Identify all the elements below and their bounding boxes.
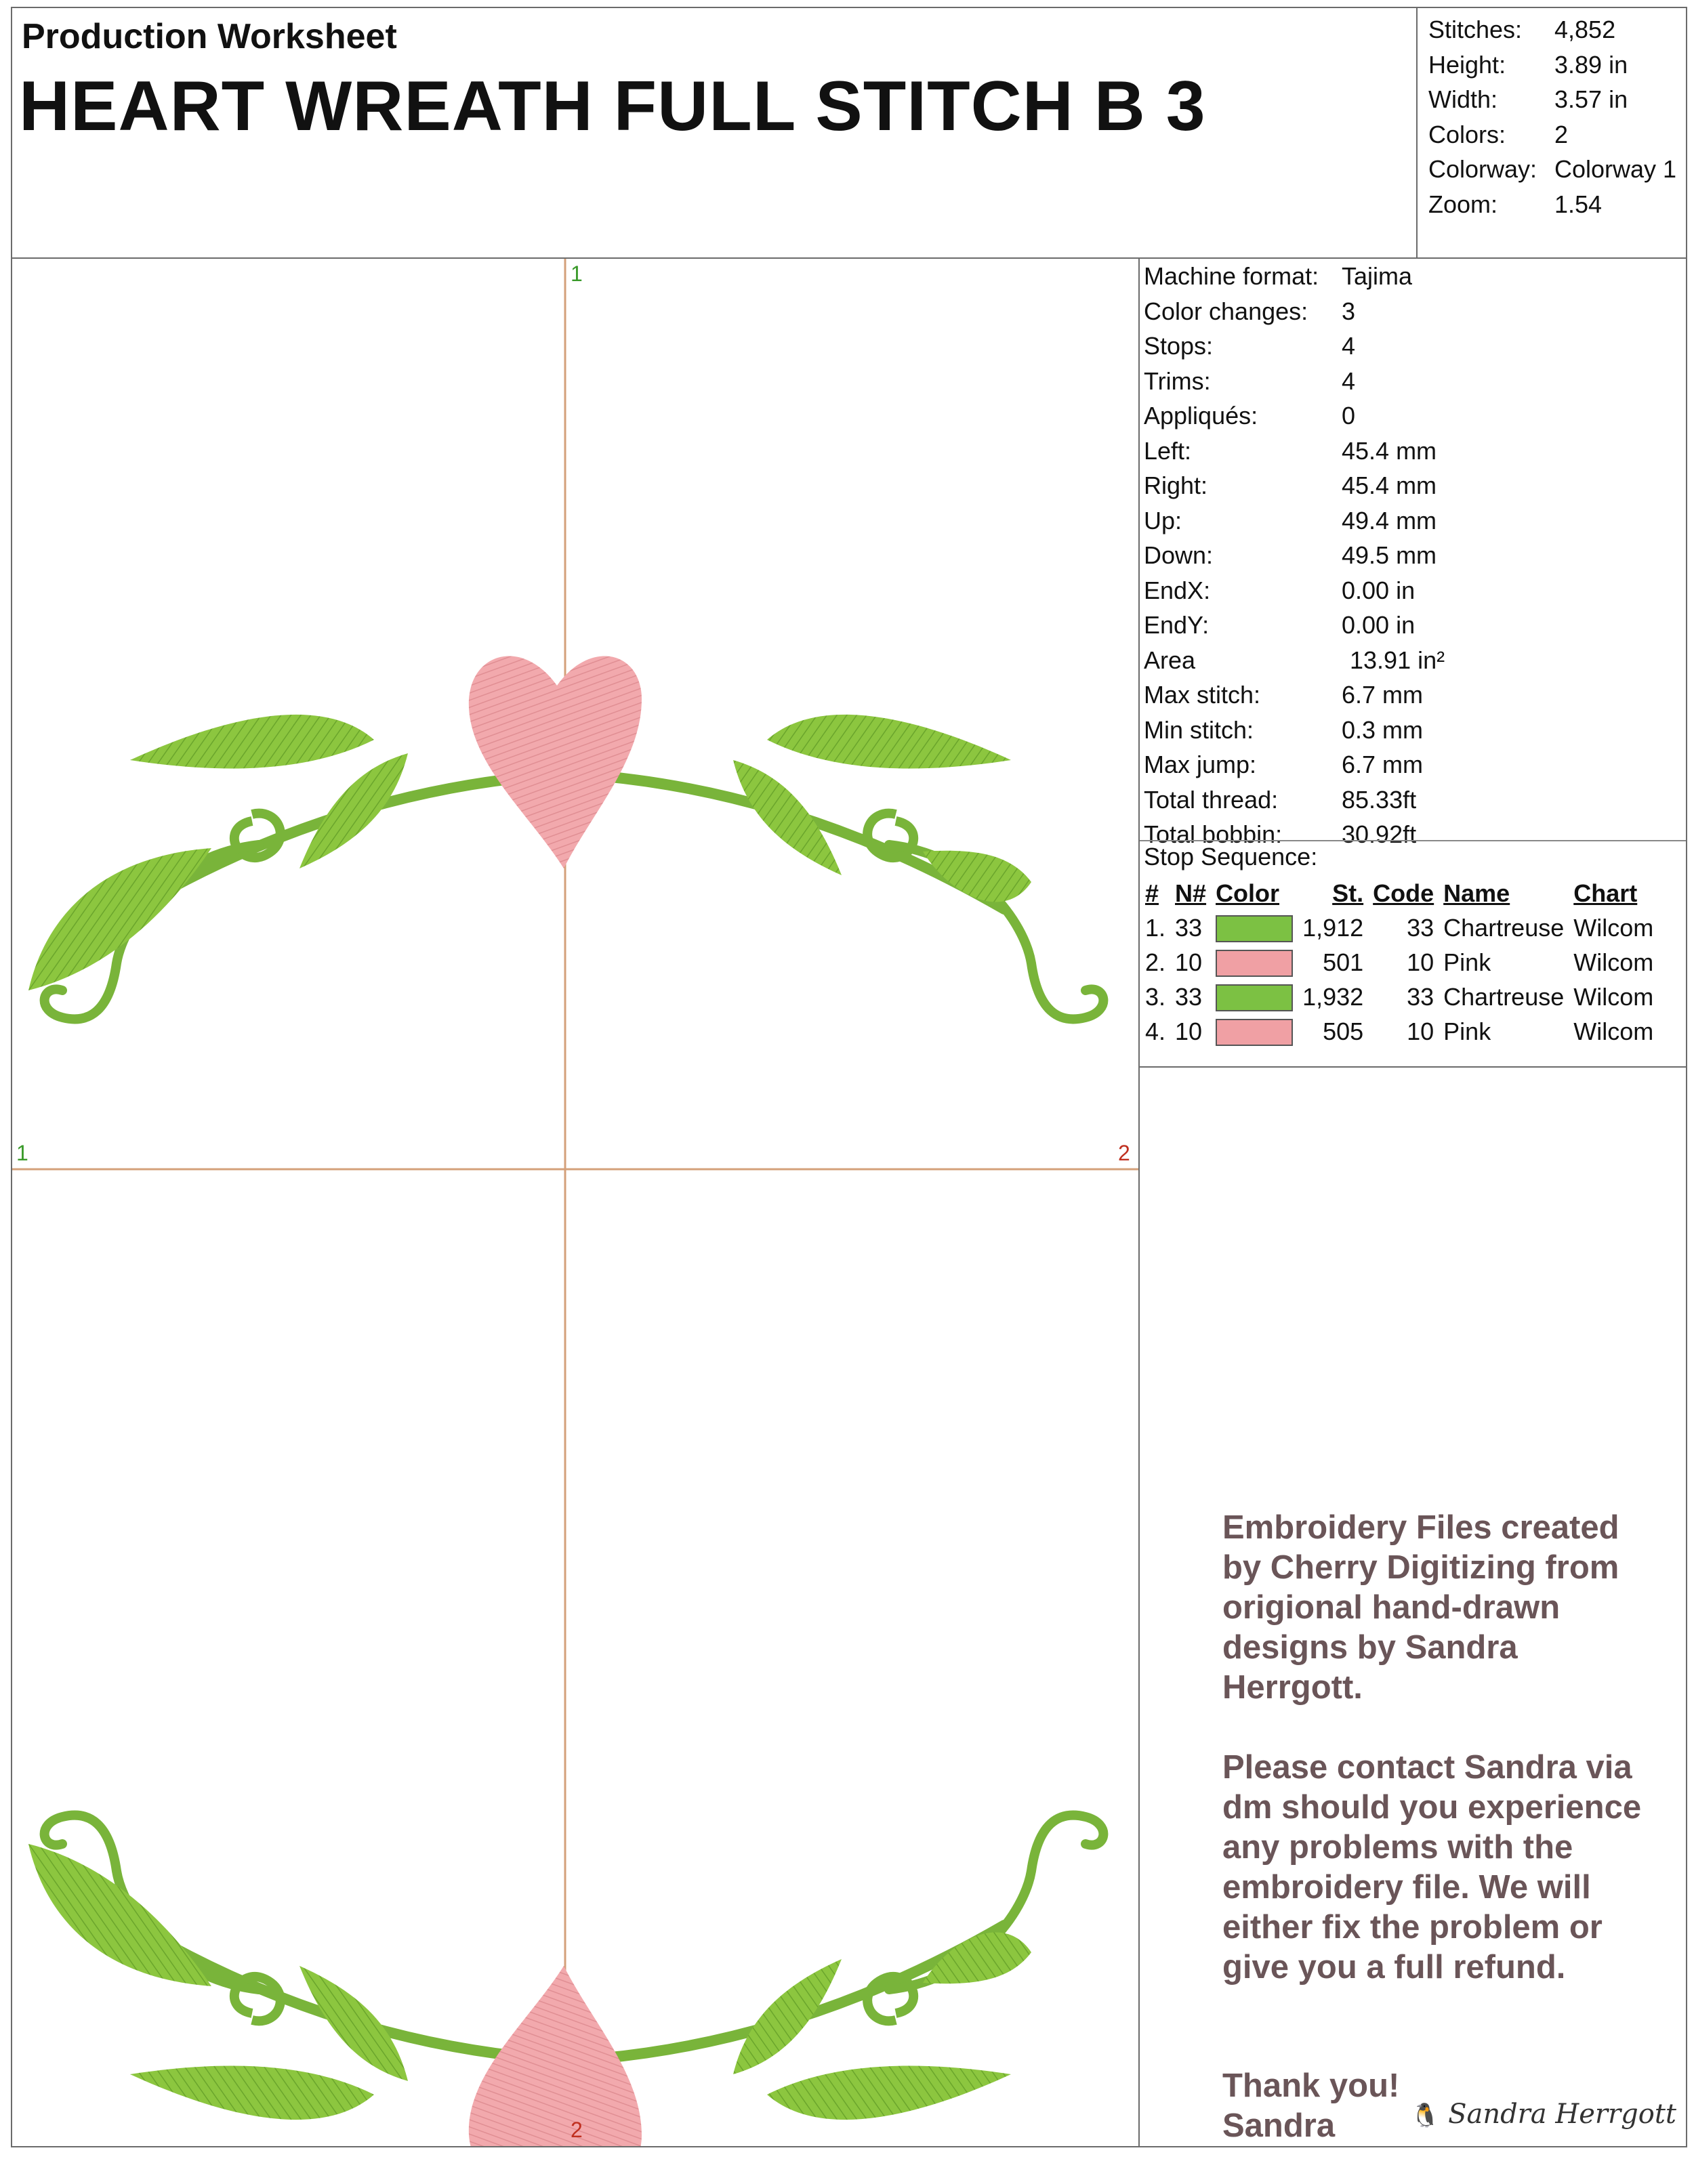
col-header-color: Color <box>1216 879 1280 907</box>
stop-sequence-table <box>1142 877 1660 1049</box>
detail-value: 13.91 in² <box>1350 646 1445 674</box>
color-swatch <box>1216 915 1293 942</box>
note-line: dm should you experience <box>1222 1789 1642 1826</box>
row-name: Chartreuse <box>1443 913 1565 942</box>
summary-value: 4,852 <box>1554 16 1616 43</box>
color-swatch <box>1216 1019 1293 1046</box>
detail-label: Max stitch: <box>1144 681 1261 709</box>
row-color <box>1213 1014 1300 1049</box>
table-header-row <box>1142 877 1660 910</box>
detail-value: 30.92ft <box>1342 820 1417 848</box>
summary-row <box>1428 47 1676 83</box>
detail-value: 0.00 in <box>1342 576 1416 604</box>
divider <box>1140 840 1686 841</box>
summary-value: Colorway 1 <box>1554 155 1677 183</box>
row-needle: 10 <box>1175 1017 1203 1045</box>
col-header-stitches: St. <box>1332 879 1364 907</box>
credits-paragraph <box>1222 1508 1670 1708</box>
summary-label: Colors: <box>1428 120 1506 148</box>
detail-value: 3 <box>1342 297 1356 325</box>
note-line: embroidery file. We will <box>1222 1869 1591 1906</box>
row-chart: Wilcom <box>1573 948 1654 976</box>
summary-label: Width: <box>1428 85 1498 113</box>
detail-value: 4 <box>1342 366 1356 395</box>
detail-label: Area <box>1144 646 1196 674</box>
row-chart: Wilcom <box>1573 982 1654 1011</box>
summary-row <box>1428 12 1676 47</box>
detail-label: Left: <box>1144 436 1192 465</box>
row-needle: 10 <box>1175 948 1203 976</box>
detail-value: 49.4 mm <box>1342 506 1437 534</box>
row-color <box>1213 980 1300 1014</box>
row-code: 33 <box>1407 982 1434 1011</box>
row-color <box>1213 945 1300 980</box>
note-line: Please contact Sandra via <box>1222 1749 1632 1786</box>
note-line: any problems with the <box>1222 1829 1573 1866</box>
detail-label: Max jump: <box>1144 751 1257 778</box>
row-number: 2. <box>1145 948 1166 976</box>
row-name: Chartreuse <box>1443 982 1565 1011</box>
detail-label: Total bobbin: <box>1144 820 1283 848</box>
row-code: 33 <box>1407 913 1434 942</box>
summary-label: Height: <box>1428 50 1506 79</box>
table-row <box>1142 1014 1660 1049</box>
summary-label: Zoom: <box>1428 190 1498 218</box>
summary-value: 2 <box>1554 120 1569 148</box>
details-list <box>1144 259 1445 852</box>
row-needle: 33 <box>1175 982 1203 1011</box>
detail-value: 45.4 mm <box>1342 436 1437 465</box>
summary-row <box>1428 152 1676 187</box>
summary-value: 3.57 in <box>1554 85 1628 113</box>
detail-row <box>1144 329 1445 364</box>
detail-row <box>1144 503 1445 539</box>
color-swatch <box>1216 984 1293 1011</box>
detail-row <box>1144 747 1445 782</box>
note-line: give you a full refund. <box>1222 1949 1566 1986</box>
detail-label: Machine format: <box>1144 262 1319 290</box>
table-row <box>1142 980 1660 1014</box>
signature-logo <box>1411 2099 1676 2130</box>
detail-row <box>1144 573 1445 608</box>
row-stitches: 505 <box>1323 1017 1364 1045</box>
row-color <box>1213 910 1300 945</box>
row-name: Pink <box>1443 948 1491 976</box>
notes-panel <box>1138 1066 1687 2147</box>
worksheet-subtitle: Production Worksheet <box>22 17 397 56</box>
col-header-name: Name <box>1443 879 1510 907</box>
color-swatch <box>1216 950 1293 977</box>
row-needle: 33 <box>1175 913 1203 942</box>
col-header-number: # <box>1145 879 1159 907</box>
note-line: designs by Sandra <box>1222 1629 1518 1666</box>
detail-row <box>1144 468 1445 503</box>
note-line: either fix the problem or <box>1222 1909 1603 1946</box>
axis-label-left: 1 <box>16 1141 28 1165</box>
design-canvas <box>12 259 1138 2146</box>
detail-row <box>1144 364 1445 399</box>
penguin-icon: 🐧 <box>1411 2102 1440 2129</box>
note-line: Embroidery Files created <box>1222 1509 1619 1546</box>
stop-sequence-title: Stop Sequence: <box>1144 843 1318 870</box>
detail-label: EndX: <box>1144 576 1211 604</box>
row-number: 1. <box>1145 913 1166 942</box>
detail-label: EndY: <box>1144 611 1210 639</box>
axis-label-bottom: 2 <box>571 2118 583 2142</box>
detail-row <box>1144 434 1445 469</box>
signature-text: Sandra Herrgott <box>1448 2099 1676 2130</box>
detail-label: Appliqués: <box>1144 402 1258 429</box>
detail-value: 0 <box>1342 402 1356 429</box>
detail-label: Trims: <box>1144 366 1211 395</box>
detail-value: Tajima <box>1342 262 1413 290</box>
note-line: Thank you! <box>1222 2067 1400 2104</box>
row-stitches: 1,932 <box>1302 982 1364 1011</box>
row-number: 3. <box>1145 982 1166 1011</box>
details-panel <box>1138 257 1687 1068</box>
row-stitches: 1,912 <box>1302 913 1364 942</box>
row-chart: Wilcom <box>1573 913 1654 942</box>
row-code: 10 <box>1407 1017 1434 1045</box>
detail-row <box>1144 259 1445 294</box>
detail-label: Down: <box>1144 541 1214 569</box>
contact-paragraph <box>1222 1748 1670 1988</box>
summary-value: 3.89 in <box>1554 50 1628 79</box>
detail-row <box>1144 677 1445 713</box>
row-stitches: 501 <box>1323 948 1364 976</box>
detail-row <box>1144 538 1445 573</box>
detail-label: Color changes: <box>1144 297 1308 325</box>
detail-label: Min stitch: <box>1144 715 1254 744</box>
row-chart: Wilcom <box>1573 1017 1654 1045</box>
row-name: Pink <box>1443 1017 1491 1045</box>
detail-value: 49.5 mm <box>1342 541 1437 569</box>
col-header-needle: N# <box>1175 879 1207 907</box>
row-number: 4. <box>1145 1017 1166 1045</box>
detail-label: Total thread: <box>1144 785 1279 814</box>
col-header-code: Code <box>1373 879 1434 907</box>
summary-panel <box>1416 7 1687 259</box>
note-line: Herrgott. <box>1222 1669 1363 1706</box>
detail-value: 6.7 mm <box>1342 681 1424 709</box>
detail-value: 45.4 mm <box>1342 471 1437 499</box>
design-title: HEART WREATH FULL STITCH B 3 <box>19 67 1206 146</box>
note-line: origional hand-drawn <box>1222 1589 1561 1626</box>
detail-row <box>1144 643 1445 678</box>
note-line: Sandra <box>1222 2107 1336 2144</box>
row-code: 10 <box>1407 948 1434 976</box>
axis-label-right: 2 <box>1118 1141 1130 1165</box>
detail-row <box>1144 782 1445 818</box>
summary-label: Colorway: <box>1428 155 1537 183</box>
summary-row <box>1428 82 1676 117</box>
summary-value: 1.54 <box>1554 190 1603 218</box>
table-row <box>1142 945 1660 980</box>
detail-row <box>1144 398 1445 434</box>
note-line: by Cherry Digitizing from <box>1222 1549 1619 1586</box>
detail-value: 0.3 mm <box>1342 715 1424 744</box>
table-row <box>1142 910 1660 945</box>
design-preview <box>11 257 1140 2147</box>
summary-list <box>1428 12 1676 222</box>
detail-label: Up: <box>1144 506 1182 534</box>
detail-value: 6.7 mm <box>1342 751 1424 778</box>
detail-row <box>1144 713 1445 748</box>
detail-value: 0.00 in <box>1342 611 1416 639</box>
axis-label-top: 1 <box>571 261 583 286</box>
detail-row <box>1144 294 1445 329</box>
col-header-chart: Chart <box>1573 879 1638 907</box>
detail-label: Stops: <box>1144 332 1214 360</box>
summary-row <box>1428 117 1676 152</box>
detail-label: Right: <box>1144 471 1208 499</box>
summary-label: Stitches: <box>1428 16 1523 43</box>
detail-value: 85.33ft <box>1342 785 1417 814</box>
worksheet-header <box>11 7 1418 259</box>
detail-row <box>1144 608 1445 643</box>
detail-value: 4 <box>1342 332 1356 360</box>
summary-row <box>1428 187 1676 222</box>
